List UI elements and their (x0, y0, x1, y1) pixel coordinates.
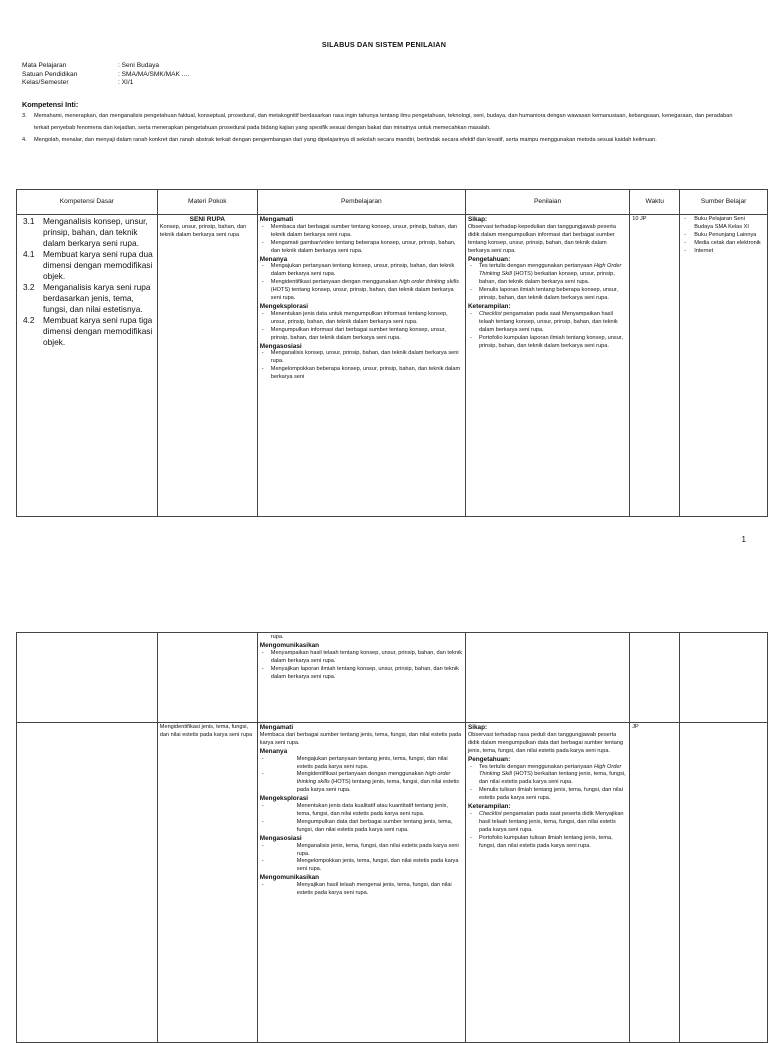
list-item: - Menulis tulisan ilmiah tentang jenis, tema, fungsi, dan nilai estetis pada karya seni rupa. (468, 787, 627, 803)
sumber-cell (680, 215, 768, 517)
kd-number: 4.1 (23, 249, 35, 259)
core-competence-item (22, 110, 746, 134)
page-number: 1 (741, 535, 746, 544)
kd-number: 3.2 (23, 282, 35, 292)
table-row (17, 633, 768, 723)
list-item: - Mengelompokkan beberapa konsep, unsur, prinsip, bahan, dan teknik dalam berkarya seni (260, 366, 463, 382)
list-item: - Mengelompokkan jenis, tema, fungsi, dan nilai estetis pada karya seni rupa. (260, 858, 463, 874)
list-item: - Menyampaikan hasil telaah tentang konsep, unsur, prinsip, bahan, dan teknik dalam berkarya seni rupa. (261, 649, 463, 664)
kd-text: Membuat karya seni rupa tiga dimensi dengan memodifikasi objek. (43, 315, 153, 347)
assessment-heading: Keterampilan: (467, 302, 511, 310)
list-item: - Media cetak dan elektronik (682, 240, 765, 248)
activity-text: Mengamati gambar/video tentang beberapa konsep, unsur, prinsip, bahan, dan teknik dalam berkarya seni rupa. (270, 239, 456, 254)
list-item: - Menyajikan hasil telaah mengenai jenis, tema, fungsi, dan nilai estetis pada karya seni rupa. (260, 882, 463, 898)
activity-text: Mengajukan pertanyaan tentang jenis, tema, fungsi, dan nilai estetis pada karya seni rupa. (296, 755, 448, 770)
syllabus-table-continued (16, 632, 768, 1043)
header-kompetensi-dasar: Kompetensi Dasar (17, 190, 158, 215)
pembelajaran-cell (257, 633, 465, 723)
kd-cell (17, 633, 158, 723)
kd-text: Menganalisis karya seni rupa berdasarkan jenis, tema, fungsi, dan nilai estetisnya. (43, 282, 151, 314)
meta-row-class (22, 79, 189, 88)
activity-heading: Mengasosiasi (259, 834, 302, 842)
activity-text: Menganalisis konsep, unsur, prinsip, bahan, dan teknik dalam berkarya seni rupa. (270, 350, 459, 365)
list-item: - Menganalisis konsep, unsur, prinsip, bahan, dan teknik dalam berkarya seni rupa. (260, 350, 463, 366)
assessment-text: Portofolio kumpulan laporan ilmiah tentang konsep, unsur, prinsip, bahan, dan teknik dalam berkarya seni rupa. (478, 334, 623, 349)
meta-key: Kelas/Semester (22, 79, 69, 87)
assessment-text: Tes tertulis dengan menggunakan pertanyaan High Order Thinking Skill (HOTS) berkaitan konsep, unsur, prinsip, bahan, dan teknik dalam berkarya seni rupa. (478, 263, 622, 286)
list-item: - Menentukan jenis data untuk mengumpulkan informasi tentang konsep, unsur, prinsip, bahan, dan teknik dalam berkarya seni rupa. (260, 311, 463, 327)
materi-cell (157, 215, 257, 517)
materi-cell (157, 633, 257, 723)
kd-item (23, 249, 155, 282)
list-item: - Menentukan jenis data kualitatif atau kuantitatif tentang jenis, tema, fungsi, dan nilai estetis pada karya seni rupa. (260, 803, 463, 819)
ki-text: Memahami, menerapkan, dan menganalisis pengetahuan faktual, konseptual, prosedural, dan metakognitif berdasarkan rasa ingin tahunya tentang ilmu pengetahuan, teknologi, seni, budaya, dan humaniora dengan wawasan kemanusiaan, kebangsaan, kenegaraan, dan peradaban terkait penyebab fenomena dan kejadian, serta menerapkan pengetahuan prosedural pada bidang kajian yang spesifik sesuai dengan bakat dan minatnya untuk memecahkan masalah. (34, 113, 733, 131)
assessment-text: Checklist pengamatan pada saat peserta didik Menyajikan hasil telaah tentang jenis, tema, fungsi, dan nilai estetis pada karya seni rupa. (478, 810, 624, 833)
list-item: - Internet (682, 248, 765, 256)
penilaian-cell (465, 215, 629, 517)
source-text: Internet (694, 247, 714, 254)
list-item: - Tes tertulis dengan menggunakan pertanyaan High Order Thinking Skill (HOTS) berkaitan konsep, unsur, prinsip, bahan, dan teknik dalam berkarya seni rupa. (468, 263, 627, 287)
assessment-heading: Sikap: (467, 724, 488, 731)
meta-row-subject (22, 62, 189, 71)
meta-row-school (22, 71, 189, 80)
sumber-cell (680, 723, 768, 1043)
list-item: - Mengumpulkan data dari berbagai sumber tentang jenis, tema, fungsi, dan nilai estetis pada karya seni rupa. (260, 819, 463, 835)
assessment-text: Tes tertulis dengan menggunakan pertanyaan High Order Thinking Skill (HOTS) berkaitan tentang jenis, tema, fungsi, dan nilai estetis pada karya seni rupa. (478, 763, 626, 786)
header-sumber-belajar: Sumber Belajar (680, 190, 768, 215)
kd-number: 4.2 (23, 315, 35, 325)
kd-text: Membuat karya seni rupa dua dimensi dengan memodifikasi objek. (43, 249, 153, 281)
header-materi-pokok: Materi Pokok (157, 190, 257, 215)
source-text: Buku Pelajaran Seni Budaya SMA Kelas XI (694, 216, 749, 230)
document-title: SILABUS DAN SISTEM PENILAIAN (321, 40, 447, 49)
table-row (17, 215, 768, 517)
list-item: - Mengamati gambar/video tentang beberapa konsep, unsur, prinsip, bahan, dan teknik dalam berkarya seni rupa. (260, 240, 463, 256)
assessment-text: Portofolio kumpulan tulisan ilmiah tentang jenis, tema, fungsi, dan nilai estetis pada karya seni rupa. (478, 834, 613, 849)
assessment-text: Observasi terhadap rasa peduli dan tanggungjawab peserta didik dalam mengumpulkan data dari berbagai sumber tentang jenis, tema, fungsi, dan nilai estetis pada karya seni rupa. (467, 731, 624, 754)
kd-cell (17, 215, 158, 517)
penilaian-cell (465, 633, 629, 723)
assessment-heading: Keterampilan: (467, 803, 511, 811)
core-competence-title: Kompetensi Inti: (22, 100, 79, 109)
source-text: Media cetak dan elektronik (694, 239, 761, 246)
list-item: - Menyajikan laporan ilmiah tentang konsep, unsur, prinsip, bahan, dan teknik dalam berkarya seni rupa. (260, 666, 463, 682)
activity-text: Mengidentifikasi pertanyaan dengan menggunakan high order thinking skills (HOTS) tentang konsep, unsur, prinsip, bahan, dan teknik dalam berkarya seni rupa. (270, 279, 459, 302)
assessment-text: Menulis tulisan ilmiah tentang jenis, tema, fungsi, dan nilai estetis pada karya seni rupa. (478, 787, 623, 802)
ki-number: 3. (22, 113, 27, 119)
list-item: - Menulis laporan ilmiah tentang beberapa konsep, unsur, prinsip, bahan, dan teknik dalam berkarya seni rupa. (468, 287, 627, 303)
activity-heading: Mengomunikasikan (259, 874, 320, 882)
syllabus-table (16, 189, 768, 517)
list-item: - Portofolio kumpulan laporan ilmiah tentang konsep, unsur, prinsip, bahan, dan teknik dalam berkarya seni rupa. (468, 335, 627, 351)
list-item: - Mengajukan pertanyaan tentang jenis, tema, fungsi, dan nilai estetis pada karya seni rupa. (260, 756, 463, 772)
kd-number: 3.1 (23, 216, 35, 226)
continued-text: rupa. (270, 634, 284, 640)
materi-cell: Mengidentifikasi jenis, tema, fungsi, dan nilai estetis pada karya seni rupa (157, 723, 257, 1043)
activity-text: Menentukan jenis data kualitatif atau kuantitatif tentang jenis, tema, fungsi, dan nilai estetis pada karya seni rupa. (296, 803, 448, 817)
core-competence-item (22, 134, 746, 146)
activity-heading: Mengeksplorasi (259, 302, 309, 310)
activity-heading: Mengamati (259, 216, 294, 223)
activity-text: Mengidentifikasi pertanyaan dengan menggunakan high order thinking skills (HOTS) tentang jenis, tema, fungsi, dan nilai estetis pada karya seni rupa. (296, 771, 460, 794)
page-gap (0, 560, 768, 632)
kd-cell (17, 723, 158, 1043)
meta-value: : XI/1 (118, 79, 134, 87)
pembelajaran-cell (257, 723, 465, 1043)
assessment-heading: Pengetahuan: (467, 255, 511, 263)
activity-text: Mengelompokkan jenis, tema, fungsi, dan nilai estetis pada karya seni rupa. (296, 858, 459, 873)
activity-heading: Mengomunikasikan (259, 641, 320, 649)
assessment-heading: Pengetahuan: (467, 755, 511, 763)
list-item: - Mengidentifikasi pertanyaan dengan menggunakan high order thinking skills (HOTS) tentang konsep, unsur, prinsip, bahan, dan teknik dalam berkarya seni rupa. (260, 279, 463, 303)
list-item: - Membaca dari berbagai sumber tentang konsep, unsur, prinsip, bahan, dan teknik dalam berkarya seni rupa. (260, 224, 463, 240)
activity-heading: Mengeksplorasi (259, 795, 309, 803)
kd-item (23, 315, 155, 348)
activity-heading: Mengasosiasi (259, 342, 302, 350)
list-item: - Mengajukan pertanyaan tentang konsep, unsur, prinsip, bahan, dan teknik dalam berkarya seni rupa. (260, 263, 463, 279)
header-pembelajaran: Pembelajaran (257, 190, 465, 215)
activity-heading: Menanya (259, 747, 288, 755)
identity-block (22, 62, 189, 88)
activity-text: Mengelompokkan beberapa konsep, unsur, prinsip, bahan, dan teknik dalam berkarya seni (270, 366, 461, 381)
materi-text: Konsep, unsur, prinsip, bahan, dan teknik dalam berkarya seni rupa (159, 223, 247, 238)
materi-heading: SENI RUPA (189, 216, 225, 223)
penilaian-cell (465, 723, 629, 1043)
list-item: - Checklist pengamatan pada saat Menyampaikan hasil telaah tentang konsep, unsur, prinsip, bahan, dan teknik dalam berkarya seni rupa. (468, 311, 627, 335)
activity-heading: Menanya (259, 255, 288, 263)
meta-key: Mata Pelajaran (22, 62, 67, 69)
table-header-row (17, 190, 768, 215)
meta-value: : SMA/MA/SMK/MAK .... (118, 70, 190, 78)
list-item: - Mengumpulkan informasi dari berbagai sumber tentang konsep, unsur, prinsip, bahan, dan teknik dalam berkarya seni rupa. (260, 327, 463, 343)
assessment-text: Observasi terhadap kepedulian dan tanggungjawab peserta didik dalam mengumpulkan informasi dari berbagai sumber tentang konsep, unsur, prinsip, bahan, dan teknik dalam berkarya seni rupa. (467, 223, 616, 254)
pembelajaran-cell (257, 215, 465, 517)
activity-text: Membaca dari berbagai sumber tentang konsep, unsur, prinsip, bahan, dan teknik dalam berkarya seni rupa. (270, 223, 458, 238)
activity-text: Menyajikan hasil telaah mengenai jenis, tema, fungsi, dan nilai estetis pada karya seni rupa. (296, 882, 452, 897)
activity-text: Membaca dari berbagai sumber tentang jenis, tema, fungsi, dan nilai estetis pada karya seni rupa. (259, 731, 462, 746)
waktu-cell: JP (630, 723, 680, 1043)
core-competence-list (22, 110, 746, 146)
kd-item (23, 282, 155, 315)
assessment-heading: Sikap: (467, 216, 488, 223)
assessment-text: Menulis laporan ilmiah tentang beberapa konsep, unsur, prinsip, bahan, dan teknik dalam berkarya seni rupa. (478, 287, 618, 302)
list-item: - Checklist pengamatan pada saat peserta didik Menyajikan hasil telaah tentang jenis, tema, fungsi, dan nilai estetis pada karya seni rupa. (468, 811, 627, 835)
sumber-cell (680, 633, 768, 723)
ki-number: 4. (22, 137, 27, 143)
activity-text: Mengajukan pertanyaan tentang konsep, unsur, prinsip, bahan, dan teknik dalam berkarya seni rupa. (270, 263, 455, 278)
assessment-text: Checklist pengamatan pada saat Menyampaikan hasil telaah tentang konsep, unsur, prinsip, bahan, dan teknik dalam berkarya seni rupa. (478, 310, 618, 333)
ki-text: Mengolah, menalar, dan menyaji dalam ranah konkret dan ranah abstrak terkait dengan pengembangan dari yang dipelajarinya di sekolah secara mandiri, bertindak secara efektif dan kreatif, serta mampu menggunakan metoda sesuai kaidah keilmuan. (34, 137, 657, 143)
list-item: - Buku Penunjang Lainnya (682, 232, 765, 240)
waktu-cell (630, 633, 680, 723)
kd-text: Menganalisis konsep, unsur, prinsip, bahan, dan teknik dalam berkarya seni rupa. (43, 216, 148, 248)
activity-text: Menganalisis jenis, tema, fungsi, dan nilai estetis pada karya seni rupa. (296, 842, 459, 857)
activity-text: Mengumpulkan data dari berbagai sumber tentang jenis, tema, fungsi, dan nilai estetis pada karya seni rupa. (296, 818, 453, 833)
activity-text: Menentukan jenis data untuk mengumpulkan informasi tentang konsep, unsur, prinsip, bahan, dan teknik dalam berkarya seni rupa. (270, 310, 448, 325)
list-item: - Buku Pelajaran Seni Budaya SMA Kelas XI (682, 216, 765, 232)
activity-text: Menyajikan laporan ilmiah tentang konsep, unsur, prinsip, bahan, dan teknik dalam berkarya seni rupa. (270, 665, 459, 680)
source-text: Buku Penunjang Lainnya (694, 231, 757, 238)
list-item: - Menganalisis jenis, tema, fungsi, dan nilai estetis pada karya seni rupa. (260, 843, 463, 859)
table-row (17, 723, 768, 1043)
kd-item (23, 216, 155, 249)
meta-key: Satuan Pendidikan (22, 70, 78, 78)
header-penilaian: Penilaian (465, 190, 629, 215)
list-item: - Tes tertulis dengan menggunakan pertanyaan High Order Thinking Skill (HOTS) berkaitan tentang jenis, tema, fungsi, dan nilai estetis pada karya seni rupa. (469, 763, 626, 786)
activity-text: Mengumpulkan informasi dari berbagai sumber tentang konsep, unsur, prinsip, bahan, dan teknik dalam berkarya seni rupa. (270, 326, 446, 341)
list-item: - Portofolio kumpulan tulisan ilmiah tentang jenis, tema, fungsi, dan nilai estetis pada karya seni rupa. (468, 835, 627, 851)
activity-text: Menyampaikan hasil telaah tentang konsep, unsur, prinsip, bahan, dan teknik dalam berkarya seni rupa. (270, 649, 463, 664)
list-item: - Mengidentifikasi pertanyaan dengan menggunakan high order thinking skills (HOTS) tentang jenis, tema, fungsi, dan nilai estetis pada karya seni rupa. (260, 771, 463, 795)
meta-value: : Seni Budaya (118, 62, 160, 69)
header-waktu: Waktu (630, 190, 680, 215)
activity-heading: Mengamati (259, 724, 294, 731)
waktu-cell: 10 JP (630, 215, 680, 517)
